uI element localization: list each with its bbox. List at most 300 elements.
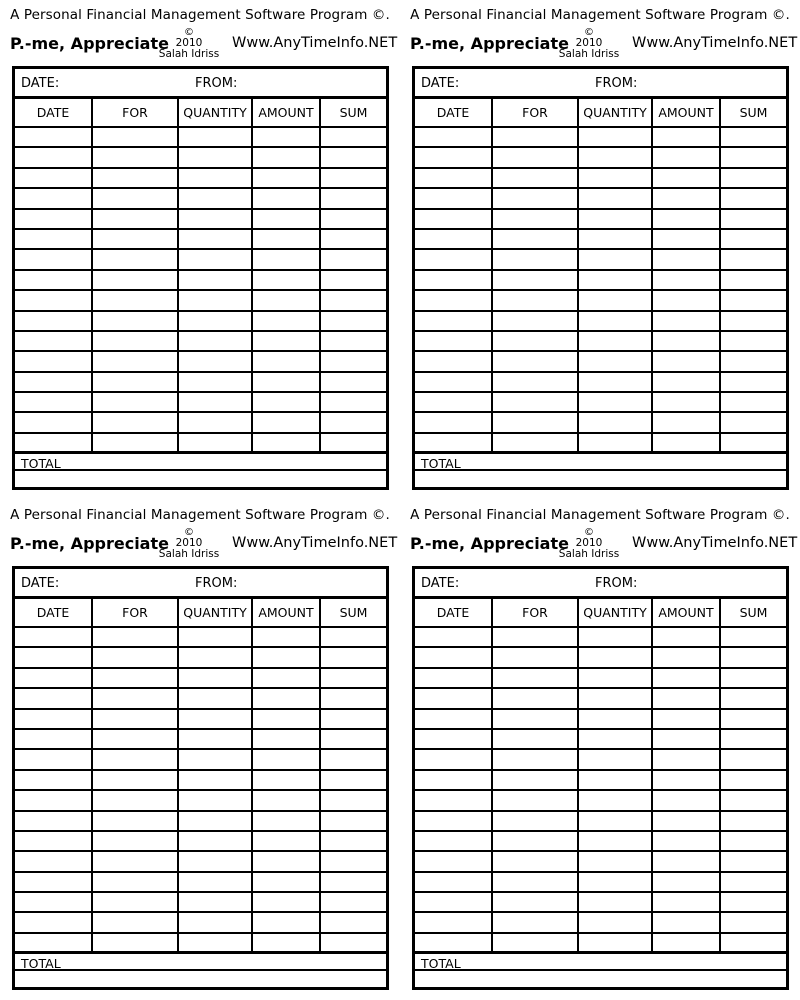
cell-quantity[interactable] <box>578 668 652 688</box>
cell-quantity[interactable] <box>178 709 252 729</box>
cell-sum[interactable] <box>720 168 786 188</box>
cell-for[interactable] <box>492 392 578 412</box>
cell-date[interactable] <box>415 290 492 310</box>
cell-quantity[interactable] <box>578 372 652 392</box>
cell-for[interactable] <box>92 811 178 831</box>
cell-quantity[interactable] <box>578 729 652 749</box>
cell-sum[interactable] <box>320 627 386 647</box>
cell-for[interactable] <box>92 392 178 412</box>
cell-amount[interactable] <box>652 209 720 229</box>
cell-date[interactable] <box>15 831 92 851</box>
cell-sum[interactable] <box>320 892 386 912</box>
cell-amount[interactable] <box>252 709 320 729</box>
cell-amount[interactable] <box>652 412 720 432</box>
cell-amount[interactable] <box>652 270 720 290</box>
cell-for[interactable] <box>92 749 178 769</box>
cell-quantity[interactable] <box>178 688 252 708</box>
cell-date[interactable] <box>15 790 92 810</box>
cell-date[interactable] <box>15 412 92 432</box>
cell-date[interactable] <box>415 331 492 351</box>
cell-date[interactable] <box>415 872 492 892</box>
cell-quantity[interactable] <box>578 851 652 871</box>
cell-amount[interactable] <box>652 872 720 892</box>
cell-date[interactable] <box>15 249 92 269</box>
cell-quantity[interactable] <box>578 311 652 331</box>
cell-sum[interactable] <box>320 770 386 790</box>
cell-sum[interactable] <box>720 811 786 831</box>
cell-date[interactable] <box>415 749 492 769</box>
cell-sum[interactable] <box>720 270 786 290</box>
cell-for[interactable] <box>92 729 178 749</box>
cell-for[interactable] <box>492 249 578 269</box>
cell-sum[interactable] <box>720 749 786 769</box>
cell-amount[interactable] <box>652 290 720 310</box>
cell-date[interactable] <box>15 188 92 208</box>
cell-quantity[interactable] <box>578 351 652 371</box>
cell-for[interactable] <box>92 249 178 269</box>
cell-for[interactable] <box>92 892 178 912</box>
cell-amount[interactable] <box>252 290 320 310</box>
cell-sum[interactable] <box>320 811 386 831</box>
cell-quantity[interactable] <box>578 647 652 667</box>
cell-for[interactable] <box>492 290 578 310</box>
cell-amount[interactable] <box>252 229 320 249</box>
cell-for[interactable] <box>492 709 578 729</box>
cell-date[interactable] <box>15 709 92 729</box>
cell-quantity[interactable] <box>578 249 652 269</box>
cell-for[interactable] <box>492 770 578 790</box>
cell-date[interactable] <box>415 412 492 432</box>
cell-quantity[interactable] <box>578 912 652 932</box>
cell-quantity[interactable] <box>178 290 252 310</box>
cell-quantity[interactable] <box>178 229 252 249</box>
cell-amount[interactable] <box>652 729 720 749</box>
cell-amount[interactable] <box>652 627 720 647</box>
cell-for[interactable] <box>492 851 578 871</box>
cell-for[interactable] <box>92 912 178 932</box>
cell-quantity[interactable] <box>178 668 252 688</box>
cell-sum[interactable] <box>320 351 386 371</box>
cell-amount[interactable] <box>252 331 320 351</box>
cell-for[interactable] <box>492 688 578 708</box>
cell-quantity[interactable] <box>178 647 252 667</box>
cell-date[interactable] <box>415 311 492 331</box>
cell-for[interactable] <box>492 831 578 851</box>
cell-amount[interactable] <box>652 147 720 167</box>
cell-for[interactable] <box>492 912 578 932</box>
cell-for[interactable] <box>92 270 178 290</box>
cell-sum[interactable] <box>320 412 386 432</box>
cell-for[interactable] <box>492 372 578 392</box>
cell-sum[interactable] <box>720 709 786 729</box>
cell-sum[interactable] <box>720 229 786 249</box>
cell-sum[interactable] <box>720 770 786 790</box>
cell-for[interactable] <box>492 790 578 810</box>
cell-sum[interactable] <box>720 851 786 871</box>
cell-quantity[interactable] <box>178 127 252 147</box>
cell-for[interactable] <box>92 790 178 810</box>
cell-sum[interactable] <box>320 647 386 667</box>
cell-date[interactable] <box>15 749 92 769</box>
cell-quantity[interactable] <box>178 627 252 647</box>
cell-date[interactable] <box>15 392 92 412</box>
cell-amount[interactable] <box>652 851 720 871</box>
cell-sum[interactable] <box>720 147 786 167</box>
cell-date[interactable] <box>15 912 92 932</box>
cell-for[interactable] <box>92 770 178 790</box>
cell-amount[interactable] <box>652 249 720 269</box>
website-link[interactable]: Www.AnyTimeInfo.NET <box>232 535 398 551</box>
cell-date[interactable] <box>15 229 92 249</box>
cell-quantity[interactable] <box>178 188 252 208</box>
cell-amount[interactable] <box>652 168 720 188</box>
cell-amount[interactable] <box>252 790 320 810</box>
cell-date[interactable] <box>415 912 492 932</box>
cell-sum[interactable] <box>720 668 786 688</box>
cell-amount[interactable] <box>252 392 320 412</box>
cell-amount[interactable] <box>252 209 320 229</box>
cell-quantity[interactable] <box>178 851 252 871</box>
cell-amount[interactable] <box>252 872 320 892</box>
cell-sum[interactable] <box>720 209 786 229</box>
cell-amount[interactable] <box>252 627 320 647</box>
cell-sum[interactable] <box>320 668 386 688</box>
cell-date[interactable] <box>415 647 492 667</box>
cell-sum[interactable] <box>720 912 786 932</box>
cell-date[interactable] <box>415 709 492 729</box>
cell-amount[interactable] <box>252 892 320 912</box>
cell-sum[interactable] <box>320 709 386 729</box>
cell-sum[interactable] <box>320 851 386 871</box>
cell-amount[interactable] <box>652 127 720 147</box>
cell-sum[interactable] <box>720 790 786 810</box>
cell-amount[interactable] <box>652 892 720 912</box>
cell-amount[interactable] <box>652 392 720 412</box>
cell-sum[interactable] <box>720 351 786 371</box>
cell-date[interactable] <box>415 372 492 392</box>
cell-amount[interactable] <box>252 668 320 688</box>
cell-date[interactable] <box>415 147 492 167</box>
cell-amount[interactable] <box>252 270 320 290</box>
cell-for[interactable] <box>92 627 178 647</box>
cell-for[interactable] <box>492 270 578 290</box>
cell-for[interactable] <box>92 372 178 392</box>
cell-date[interactable] <box>415 831 492 851</box>
cell-date[interactable] <box>15 872 92 892</box>
cell-for[interactable] <box>92 168 178 188</box>
cell-for[interactable] <box>92 872 178 892</box>
cell-for[interactable] <box>92 351 178 371</box>
cell-amount[interactable] <box>652 790 720 810</box>
cell-amount[interactable] <box>652 372 720 392</box>
cell-amount[interactable] <box>652 229 720 249</box>
cell-for[interactable] <box>492 351 578 371</box>
cell-date[interactable] <box>15 290 92 310</box>
cell-date[interactable] <box>415 627 492 647</box>
cell-sum[interactable] <box>720 311 786 331</box>
cell-amount[interactable] <box>652 351 720 371</box>
cell-for[interactable] <box>92 831 178 851</box>
cell-quantity[interactable] <box>578 770 652 790</box>
cell-date[interactable] <box>15 688 92 708</box>
cell-quantity[interactable] <box>178 749 252 769</box>
cell-for[interactable] <box>492 729 578 749</box>
cell-date[interactable] <box>15 668 92 688</box>
cell-amount[interactable] <box>252 127 320 147</box>
cell-date[interactable] <box>15 851 92 871</box>
cell-for[interactable] <box>492 892 578 912</box>
cell-sum[interactable] <box>720 831 786 851</box>
cell-quantity[interactable] <box>578 290 652 310</box>
cell-quantity[interactable] <box>178 311 252 331</box>
cell-date[interactable] <box>15 127 92 147</box>
cell-quantity[interactable] <box>578 331 652 351</box>
cell-date[interactable] <box>415 811 492 831</box>
cell-quantity[interactable] <box>578 709 652 729</box>
cell-sum[interactable] <box>320 270 386 290</box>
cell-amount[interactable] <box>252 749 320 769</box>
website-link[interactable]: Www.AnyTimeInfo.NET <box>632 535 798 551</box>
cell-quantity[interactable] <box>578 892 652 912</box>
cell-for[interactable] <box>92 127 178 147</box>
cell-for[interactable] <box>492 749 578 769</box>
cell-sum[interactable] <box>320 392 386 412</box>
cell-quantity[interactable] <box>578 811 652 831</box>
cell-for[interactable] <box>92 147 178 167</box>
cell-quantity[interactable] <box>578 188 652 208</box>
cell-for[interactable] <box>92 647 178 667</box>
cell-quantity[interactable] <box>578 872 652 892</box>
cell-quantity[interactable] <box>178 811 252 831</box>
cell-sum[interactable] <box>720 627 786 647</box>
cell-date[interactable] <box>15 351 92 371</box>
cell-quantity[interactable] <box>178 392 252 412</box>
cell-for[interactable] <box>492 168 578 188</box>
cell-date[interactable] <box>415 729 492 749</box>
cell-date[interactable] <box>415 270 492 290</box>
cell-sum[interactable] <box>720 892 786 912</box>
cell-amount[interactable] <box>652 331 720 351</box>
cell-quantity[interactable] <box>578 209 652 229</box>
cell-quantity[interactable] <box>178 729 252 749</box>
cell-for[interactable] <box>492 209 578 229</box>
cell-for[interactable] <box>492 872 578 892</box>
cell-sum[interactable] <box>320 729 386 749</box>
cell-amount[interactable] <box>252 647 320 667</box>
cell-date[interactable] <box>415 392 492 412</box>
cell-date[interactable] <box>15 811 92 831</box>
cell-amount[interactable] <box>652 688 720 708</box>
cell-amount[interactable] <box>652 749 720 769</box>
cell-amount[interactable] <box>252 188 320 208</box>
cell-date[interactable] <box>15 372 92 392</box>
cell-for[interactable] <box>92 188 178 208</box>
cell-date[interactable] <box>15 311 92 331</box>
cell-amount[interactable] <box>652 811 720 831</box>
cell-quantity[interactable] <box>578 168 652 188</box>
cell-for[interactable] <box>92 668 178 688</box>
cell-quantity[interactable] <box>178 831 252 851</box>
cell-quantity[interactable] <box>178 331 252 351</box>
cell-amount[interactable] <box>252 811 320 831</box>
cell-quantity[interactable] <box>178 249 252 269</box>
cell-date[interactable] <box>15 729 92 749</box>
cell-quantity[interactable] <box>578 270 652 290</box>
cell-amount[interactable] <box>252 147 320 167</box>
cell-quantity[interactable] <box>178 351 252 371</box>
cell-date[interactable] <box>415 127 492 147</box>
cell-sum[interactable] <box>320 331 386 351</box>
cell-date[interactable] <box>415 209 492 229</box>
cell-amount[interactable] <box>652 912 720 932</box>
cell-date[interactable] <box>415 229 492 249</box>
cell-amount[interactable] <box>252 912 320 932</box>
cell-date[interactable] <box>15 647 92 667</box>
cell-amount[interactable] <box>252 851 320 871</box>
cell-quantity[interactable] <box>178 270 252 290</box>
cell-for[interactable] <box>92 331 178 351</box>
cell-quantity[interactable] <box>178 790 252 810</box>
cell-amount[interactable] <box>652 668 720 688</box>
cell-sum[interactable] <box>720 688 786 708</box>
cell-quantity[interactable] <box>578 688 652 708</box>
cell-sum[interactable] <box>320 127 386 147</box>
cell-quantity[interactable] <box>178 872 252 892</box>
cell-amount[interactable] <box>652 831 720 851</box>
cell-for[interactable] <box>492 811 578 831</box>
cell-sum[interactable] <box>720 729 786 749</box>
cell-quantity[interactable] <box>578 412 652 432</box>
cell-sum[interactable] <box>720 127 786 147</box>
cell-quantity[interactable] <box>578 627 652 647</box>
cell-date[interactable] <box>15 147 92 167</box>
cell-sum[interactable] <box>320 147 386 167</box>
cell-sum[interactable] <box>320 249 386 269</box>
cell-quantity[interactable] <box>178 770 252 790</box>
cell-date[interactable] <box>15 168 92 188</box>
cell-for[interactable] <box>492 627 578 647</box>
cell-amount[interactable] <box>252 688 320 708</box>
cell-amount[interactable] <box>652 770 720 790</box>
cell-for[interactable] <box>92 688 178 708</box>
cell-sum[interactable] <box>320 209 386 229</box>
cell-quantity[interactable] <box>578 392 652 412</box>
cell-amount[interactable] <box>252 412 320 432</box>
cell-date[interactable] <box>415 168 492 188</box>
cell-date[interactable] <box>415 790 492 810</box>
cell-sum[interactable] <box>320 749 386 769</box>
cell-sum[interactable] <box>720 372 786 392</box>
cell-sum[interactable] <box>320 688 386 708</box>
cell-amount[interactable] <box>252 729 320 749</box>
cell-date[interactable] <box>415 249 492 269</box>
cell-for[interactable] <box>92 229 178 249</box>
cell-amount[interactable] <box>252 249 320 269</box>
cell-quantity[interactable] <box>178 912 252 932</box>
cell-date[interactable] <box>15 892 92 912</box>
cell-quantity[interactable] <box>578 229 652 249</box>
cell-sum[interactable] <box>320 311 386 331</box>
cell-date[interactable] <box>15 270 92 290</box>
cell-quantity[interactable] <box>178 892 252 912</box>
cell-for[interactable] <box>492 229 578 249</box>
cell-sum[interactable] <box>320 872 386 892</box>
cell-date[interactable] <box>15 627 92 647</box>
cell-quantity[interactable] <box>178 147 252 167</box>
cell-date[interactable] <box>415 892 492 912</box>
cell-date[interactable] <box>415 351 492 371</box>
cell-amount[interactable] <box>652 188 720 208</box>
cell-amount[interactable] <box>252 351 320 371</box>
cell-quantity[interactable] <box>178 209 252 229</box>
cell-sum[interactable] <box>320 290 386 310</box>
cell-sum[interactable] <box>320 229 386 249</box>
website-link[interactable]: Www.AnyTimeInfo.NET <box>232 35 398 51</box>
cell-date[interactable] <box>15 209 92 229</box>
cell-sum[interactable] <box>320 831 386 851</box>
cell-for[interactable] <box>92 851 178 871</box>
cell-for[interactable] <box>92 709 178 729</box>
website-link[interactable]: Www.AnyTimeInfo.NET <box>632 35 798 51</box>
cell-sum[interactable] <box>720 331 786 351</box>
cell-date[interactable] <box>415 188 492 208</box>
cell-date[interactable] <box>15 770 92 790</box>
cell-sum[interactable] <box>320 372 386 392</box>
cell-date[interactable] <box>415 688 492 708</box>
cell-for[interactable] <box>492 668 578 688</box>
cell-amount[interactable] <box>252 770 320 790</box>
cell-for[interactable] <box>492 331 578 351</box>
cell-date[interactable] <box>15 331 92 351</box>
cell-sum[interactable] <box>720 249 786 269</box>
cell-sum[interactable] <box>320 790 386 810</box>
cell-quantity[interactable] <box>578 831 652 851</box>
cell-for[interactable] <box>492 412 578 432</box>
cell-date[interactable] <box>415 770 492 790</box>
cell-amount[interactable] <box>252 168 320 188</box>
cell-amount[interactable] <box>252 372 320 392</box>
cell-sum[interactable] <box>720 392 786 412</box>
cell-sum[interactable] <box>720 647 786 667</box>
cell-amount[interactable] <box>652 709 720 729</box>
cell-for[interactable] <box>492 147 578 167</box>
cell-sum[interactable] <box>320 188 386 208</box>
cell-date[interactable] <box>415 668 492 688</box>
cell-sum[interactable] <box>320 168 386 188</box>
cell-quantity[interactable] <box>578 749 652 769</box>
cell-for[interactable] <box>92 209 178 229</box>
cell-for[interactable] <box>492 647 578 667</box>
cell-quantity[interactable] <box>578 127 652 147</box>
cell-for[interactable] <box>92 311 178 331</box>
cell-quantity[interactable] <box>178 168 252 188</box>
cell-sum[interactable] <box>720 872 786 892</box>
cell-quantity[interactable] <box>578 790 652 810</box>
cell-for[interactable] <box>92 290 178 310</box>
cell-quantity[interactable] <box>178 372 252 392</box>
cell-amount[interactable] <box>652 647 720 667</box>
cell-sum[interactable] <box>720 412 786 432</box>
cell-amount[interactable] <box>652 311 720 331</box>
cell-for[interactable] <box>492 188 578 208</box>
cell-for[interactable] <box>92 412 178 432</box>
cell-for[interactable] <box>492 127 578 147</box>
cell-quantity[interactable] <box>178 412 252 432</box>
cell-amount[interactable] <box>252 311 320 331</box>
cell-sum[interactable] <box>720 188 786 208</box>
cell-amount[interactable] <box>252 831 320 851</box>
cell-sum[interactable] <box>320 912 386 932</box>
